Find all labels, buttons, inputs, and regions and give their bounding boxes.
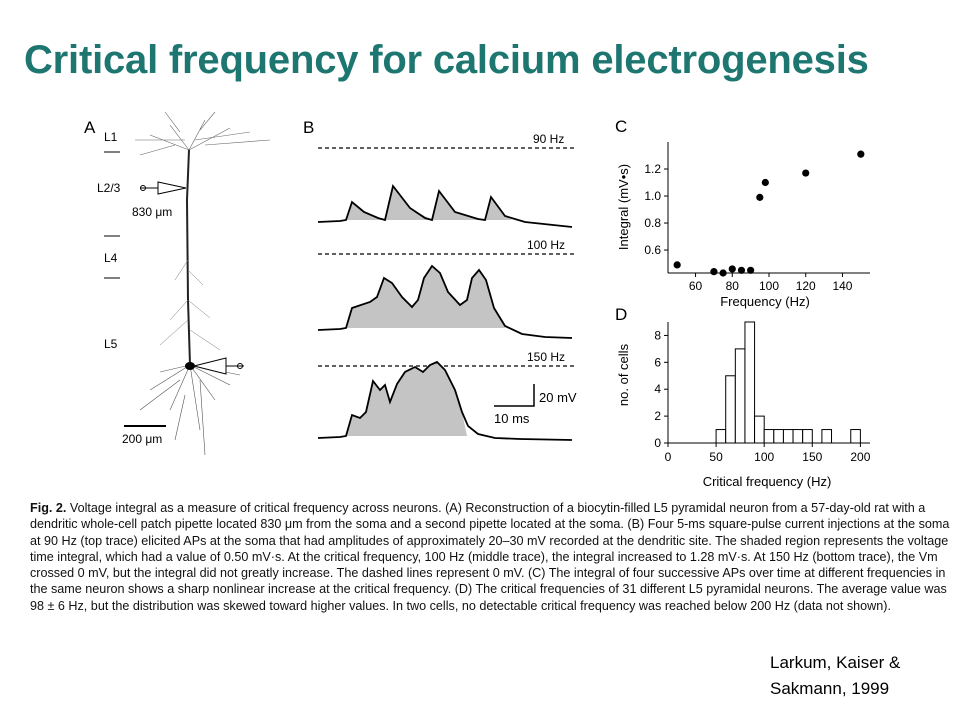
d-histogram-bar (745, 322, 755, 443)
c-ytick-label: 1.2 (644, 162, 661, 177)
layer-label-l4: L4 (104, 251, 118, 265)
d-ytick-label: 4 (654, 382, 661, 397)
panel-a (84, 112, 270, 455)
panel-c-xlabel: Frequency (Hz) (720, 294, 810, 309)
d-histogram-bar (726, 376, 736, 443)
c-data-point (756, 194, 763, 201)
c-ytick-label: 0.6 (644, 243, 661, 258)
c-xtick-label: 80 (725, 279, 739, 293)
c-xtick-label: 100 (758, 279, 780, 293)
d-histogram-bar (851, 430, 861, 443)
neuron-reconstruction (135, 112, 270, 455)
scale-ms-label: 10 ms (494, 411, 530, 426)
panel-d-letter: D (615, 305, 628, 324)
panel-c-chart (615, 117, 870, 309)
panel-b (303, 118, 577, 440)
panel-c-ylabel: Integral (mV•s) (616, 163, 631, 251)
slide-title: Critical frequency for calcium electrogenesis (24, 38, 869, 82)
d-histogram-bar (716, 430, 726, 443)
c-ytick-label: 1.0 (644, 189, 661, 204)
d-ytick-label: 8 (654, 328, 661, 343)
d-histogram-bar (822, 430, 832, 443)
c-ytick-label: 0.8 (644, 216, 661, 231)
d-ytick-label: 6 (654, 355, 661, 370)
c-data-point (762, 179, 769, 186)
d-histogram-bar (793, 430, 803, 443)
c-data-point (719, 269, 726, 276)
c-data-point (674, 261, 681, 268)
figure-caption (30, 500, 950, 614)
panel-c-points (674, 151, 865, 277)
citation (770, 650, 900, 702)
panel-d-xlabel: Critical frequency (Hz) (702, 474, 832, 489)
c-data-point (857, 151, 864, 158)
d-xtick-label: 200 (850, 450, 871, 464)
d-xtick-label: 100 (754, 450, 775, 464)
c-data-point (802, 169, 809, 176)
c-data-point (747, 267, 754, 274)
d-xtick-label: 0 (664, 450, 672, 464)
d-histogram-bar (735, 349, 745, 443)
dendritic-pipette (140, 182, 186, 194)
citation-line-2: Sakmann, 1999 (770, 679, 890, 698)
citation-line-1: Larkum, Kaiser & (770, 653, 901, 672)
c-data-point (738, 267, 745, 274)
freq-label-90: 90 Hz (533, 132, 565, 146)
d-histogram-bar (803, 430, 813, 443)
d-histogram-bar (783, 430, 793, 443)
freq-label-150: 150 Hz (527, 350, 566, 364)
c-xtick-label: 140 (832, 279, 853, 293)
panel-d-bars (716, 322, 860, 443)
panel-d-axes (654, 322, 870, 464)
d-ytick-label: 2 (654, 409, 661, 424)
caption-text: Voltage integral as a measure of critical frequency across neurons. (A) Reconstruction of a biocytin-filled L5 pyramidal neuron from a 57-day-old rat with a dendritic whole-cell patch pipette located 830 μm from the soma and a second pipette located at the soma. (B) Four 5-ms square-pulse current injections at the soma at 90 Hz (top trace) elicited APs at the soma that had amplitudes of approximately 20–30 mV recorded at the dendritic site. The shaded region represents the voltage time integral, which had a value of 0.50 mV·s. At the critical frequency, 100 Hz (middle trace), the integral increased to 1.28 mV·s. At 150 Hz (bottom trace), the Vm crossed 0 mV, but the integral did not greatly increase. The dashed lines represent 0 mV. (C) The integral of four successive APs over time at different frequencies in the same neuron shows a sharp nonlinear increase at the critical frequency. (D) The critical frequencies of 31 different L5 pyramidal neurons. The average value was 98 ± 6 Hz, but the distribution was skewed toward higher values. In two cells, no detectable critical frequency was reached below 200 Hz (data not shown). (30, 501, 950, 613)
trace-150hz-shade (346, 362, 467, 436)
panel-d-ylabel: no. of cells (616, 343, 631, 407)
distance-label: 830 μm (132, 205, 173, 219)
d-histogram-bar (774, 430, 784, 443)
d-histogram-bar (764, 430, 774, 443)
panel-d-chart (615, 305, 871, 489)
c-data-point (710, 268, 717, 275)
c-xtick-label: 120 (795, 279, 816, 293)
panel-c-letter: C (615, 117, 628, 136)
panel-c-axes (644, 142, 870, 293)
freq-label-100: 100 Hz (527, 238, 566, 252)
d-ytick-label: 0 (654, 436, 661, 450)
layer-label-l1: L1 (104, 130, 118, 144)
caption-fig-label: Fig. 2. (30, 501, 67, 515)
panel-a-letter: A (84, 118, 96, 137)
scalebar-label: 200 μm (122, 432, 163, 446)
d-xtick-label: 150 (802, 450, 823, 464)
d-histogram-bar (755, 416, 765, 443)
c-xtick-label: 60 (688, 279, 703, 293)
layer-label-l23: L2/3 (97, 181, 121, 195)
d-xtick-label: 50 (709, 450, 723, 464)
layer-label-l5: L5 (104, 337, 118, 351)
scale-mv-label: 20 mV (539, 390, 577, 405)
somatic-pipette (194, 358, 244, 374)
c-data-point (729, 265, 736, 272)
trace-scale-bar (494, 384, 577, 426)
panel-b-letter: B (303, 118, 315, 137)
